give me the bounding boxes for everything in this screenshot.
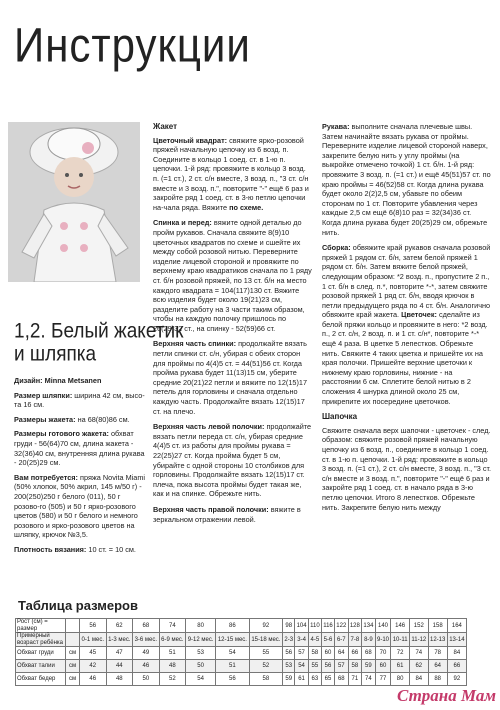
table-cell: 64	[335, 647, 349, 660]
table-cell: 68	[362, 647, 376, 660]
table-cell: 48	[159, 660, 186, 673]
table-cell: 92	[447, 673, 466, 686]
table-cell: 68	[335, 673, 349, 686]
row-unit: см	[66, 647, 80, 660]
table-cell: 64	[428, 660, 447, 673]
table-cell: 54	[295, 660, 309, 673]
table-cell: 13-14	[447, 633, 466, 647]
table-cell: 98	[283, 619, 295, 633]
row-label: Примерный возраст ребёнка	[16, 633, 66, 647]
table-cell: 6-7	[335, 633, 349, 647]
upper-back-text: продолжайте вязать петли спинки ст. с/н, убирая с обеих сторон для проймы по 4(4)5 ст. = 44(51)56 ст. Когда пройма рукава будет 11(13)15 см, уберите средние 20(21)22 петли и вяжите по 12(15)17 петель для горловины и сначала отдельно каждую часть. Продолжайте вязать 12(15)17 ст. на плечо.	[153, 339, 307, 416]
small-flower-label: Цветочек:	[401, 310, 437, 320]
row-label: Обхват груди	[16, 647, 66, 660]
page-title: Инструкции	[14, 18, 251, 73]
baby-photo	[8, 122, 140, 282]
table-cell: 8-9	[362, 633, 376, 647]
jacket-size-info	[14, 415, 148, 425]
left-front-label: Верхняя часть левой полочки:	[153, 422, 265, 432]
hat-size-label: Размер шляпки:	[14, 390, 73, 400]
table-cell: 158	[428, 619, 447, 633]
table-cell: 77	[375, 673, 391, 686]
materials-info	[14, 473, 148, 540]
table-cell: 72	[391, 647, 410, 660]
density-info	[14, 545, 148, 555]
assembly-label: Сборка:	[322, 243, 351, 253]
table-cell: 110	[308, 619, 321, 633]
table-cell: 128	[348, 619, 362, 633]
row-label: Рост (см) = размер	[16, 619, 66, 633]
table-cell: 50	[133, 673, 160, 686]
table-cell: 80	[186, 619, 216, 633]
table-cell: 51	[216, 660, 250, 673]
row-unit: см	[66, 660, 80, 673]
back-front-text: вяжите одной деталью до пройм рукавов. Сначала свяжите 8(9)10 цветочных квадратов по схеме и сшейте их между собой розовой нитью. Переверните изделие лицевой стороной и провяжите по верхнему краю квадратиков сначала по 1 ряду ст. б/н розовой пряжей, по 13 ст. б/н на место каждого квадрата = 104(117)130 ст. Вяжите всю изделия будет около 19(21)23 см, разделите работу на 3 части таким образом, чтобы на каждую полочку пришлось по 26(29)32 ст., на спинку - 52(59)66 ст.	[153, 218, 312, 333]
flower-square-scheme: по схеме.	[229, 202, 264, 212]
table-cell: 84	[447, 647, 466, 660]
density-value: 10 ст. = 10 см.	[88, 544, 136, 554]
left-front-text: продолжайте вязать петли переда ст. с/н, убирая средние 4(4)5 ст. из работы для проймы рукава = 22(25)27 ст. Когда пройма будет 5 см, убирайте с одной стороны 10 столбиков для горловины. Продолжайте вязать 12(15)17 ст. плеча, пока высота проймы будет такая же, как и на спинке. Обрежьте нить.	[153, 422, 312, 499]
table-cell: 52	[159, 673, 186, 686]
table-cell: 56	[216, 673, 250, 686]
table-cell: 70	[375, 647, 391, 660]
table-row	[16, 647, 467, 660]
table-cell: 1-3 мес.	[106, 633, 133, 647]
size-table	[15, 618, 467, 686]
right-front-text: вяжите в зеркальном отражении левой.	[153, 504, 301, 524]
flower-square-label: Цветочный квадрат:	[153, 135, 228, 145]
table-cell: 12-13	[428, 633, 447, 647]
table-cell: 10-11	[391, 633, 410, 647]
table-cell: 62	[409, 660, 428, 673]
upper-back-label: Верхняя часть спинки:	[153, 339, 237, 349]
table-cell: 57	[335, 660, 349, 673]
table-cell: 11-12	[409, 633, 428, 647]
site-logo: Страна Мам	[396, 686, 496, 705]
table-cell: 53	[283, 660, 295, 673]
jacket-size-value: на 68(80)86 см.	[77, 414, 130, 424]
design-info	[14, 376, 148, 386]
table-cell: 9-10	[375, 633, 391, 647]
table-cell: 42	[80, 660, 107, 673]
table-cell: 164	[447, 619, 466, 633]
table-cell: 50	[186, 660, 216, 673]
assembly-paragraph	[322, 243, 492, 406]
design-value: Minna Metsanen	[44, 376, 102, 385]
row-unit	[66, 633, 80, 647]
materials-column	[14, 376, 148, 560]
table-cell: 6-9 мес.	[159, 633, 186, 647]
table-cell: 57	[295, 647, 309, 660]
table-cell: 80	[391, 673, 410, 686]
jacket-instructions-column	[153, 122, 313, 530]
table-cell: 53	[186, 647, 216, 660]
table-cell: 58	[308, 647, 321, 660]
table-cell: 58	[348, 660, 362, 673]
back-front-paragraph	[153, 218, 313, 333]
materials-label: Вам потребуется:	[14, 472, 78, 482]
table-cell: 104	[295, 619, 309, 633]
right-front-label: Верхняя часть правой полочки:	[153, 504, 269, 514]
table-cell: 146	[391, 619, 410, 633]
row-label: Обхват бедер	[16, 673, 66, 686]
table-cell: 4-5	[308, 633, 321, 647]
table-cell: 60	[375, 660, 391, 673]
flower-square-paragraph	[153, 136, 313, 213]
table-cell: 56	[80, 619, 107, 633]
ready-size-value: обхват груди - 56(64)70 см, длина жакета - 32(36)40 см, внутренняя длина рукава - 20(25)29 см.	[14, 429, 145, 468]
table-cell: 3-6 мес.	[133, 633, 160, 647]
hat-text: Свяжите сначала верх шапочки - цветочек - след. образом: свяжите розовой пряжей начальную цепочку из 6 возд. п., соедините в кольцо 1 соед. ст. в 1-ю п. цепочки. 1-й ряд: провяжите в кольцо 3 возд. п. (=1 ст.), 2 ст. с/н вместе, 3 возд. п., "3 ст. с/н вместе и 3 возд. п.", повторите "-" ещё 6 раз и закройте ряд 1 соед. ст. в начало ряда в 3-ю петлю цепочки. Итого 8 лепестков. Обрежьте нить. Закрепите белую нить между	[322, 425, 492, 512]
table-cell: 84	[409, 673, 428, 686]
table-cell: 66	[348, 647, 362, 660]
back-front-label: Спинка и перед:	[153, 218, 212, 228]
assembly-instructions-column	[322, 122, 492, 518]
table-cell: 71	[348, 673, 362, 686]
table-cell: 74	[159, 619, 186, 633]
table-cell: 62	[106, 619, 133, 633]
table-cell: 51	[159, 647, 186, 660]
table-cell: 60	[321, 647, 334, 660]
table-cell: 61	[295, 673, 309, 686]
table-cell: 68	[133, 619, 160, 633]
table-cell: 63	[308, 673, 321, 686]
table-cell: 0-1 мес.	[80, 633, 107, 647]
table-cell: 152	[409, 619, 428, 633]
ready-size-info	[14, 429, 148, 467]
upper-back-paragraph	[153, 339, 313, 416]
table-cell: 78	[428, 647, 447, 660]
right-front-paragraph	[153, 505, 313, 524]
table-cell: 116	[321, 619, 334, 633]
table-cell: 74	[362, 673, 376, 686]
table-cell: 59	[362, 660, 376, 673]
table-cell: 140	[375, 619, 391, 633]
table-cell: 55	[249, 647, 283, 660]
table-row	[16, 660, 467, 673]
hat-paragraph	[322, 426, 492, 512]
hat-size-info	[14, 391, 148, 410]
table-cell: 65	[321, 673, 334, 686]
table-cell: 134	[362, 619, 376, 633]
table-cell: 122	[335, 619, 349, 633]
table-cell: 59	[283, 673, 295, 686]
table-cell: 9-12 мес.	[186, 633, 216, 647]
table-cell: 92	[249, 619, 283, 633]
table-cell: 56	[321, 660, 334, 673]
table-cell: 58	[249, 673, 283, 686]
table-row	[16, 673, 467, 686]
size-table-title: Таблица размеров	[18, 598, 138, 613]
row-unit: см	[66, 673, 80, 686]
assembly-text: обвяжите край рукавов сначала розовой пряжей 1 рядом ст. б/н, затем белой пряжей 1 рядом ст. б/н. Затем вяжите белой пряжей, следующим образом: *2 возд. п., пропустите 2 п., 1 ст. б/н в след. п.*, повторите *-*, затем свяжите розовой пряжей 1 ряд ст. б/н, вводя крючок в петли предыдущего ряда по 4 ст. б/н. Аналогично обвяжите край жакета.	[322, 243, 491, 320]
table-cell: 44	[106, 660, 133, 673]
table-cell: 7-8	[348, 633, 362, 647]
baby-illustration	[8, 122, 140, 282]
jacket-section-heading: Жакет	[153, 122, 178, 131]
table-cell: 2-3	[283, 633, 295, 647]
hat-size-value: ширина 42 см, высо-та 16 см.	[14, 390, 145, 410]
table-cell: 54	[186, 673, 216, 686]
table-cell: 46	[80, 673, 107, 686]
left-front-paragraph	[153, 422, 313, 499]
subtitle-line-2: и шляпка	[14, 343, 97, 367]
table-cell: 61	[391, 660, 410, 673]
table-cell: 48	[106, 673, 133, 686]
table-cell: 55	[308, 660, 321, 673]
table-cell: 47	[106, 647, 133, 660]
table-cell: 46	[133, 660, 160, 673]
flower-square-text: свяжите ярко-розовой пряжей начальную цепочку из 6 возд. п. Соедините в кольцо 1 соед. ст. в 1-ю п. цепочки. 1-й ряд: провяжите в кольцо 3 возд. п. (=1 ст.), 2 ст. с/н вместе, 3 возд. п., "3 ст. с/н вместе и 3 возд. п.", повторите "-" ещё 6 раз и закройте ряд 1 соед. ст. в 3-ю петлю цепочки на-чала ряда. Вяжите	[153, 135, 309, 212]
ready-size-label: Размеры готового жакета:	[14, 429, 109, 439]
table-cell: 74	[409, 647, 428, 660]
jacket-size-label: Размеры жакета:	[14, 414, 76, 424]
sleeves-label: Рукава:	[322, 122, 350, 131]
density-label: Плотность вязания:	[14, 544, 87, 554]
table-cell: 88	[428, 673, 447, 686]
design-label: Дизайн:	[14, 376, 43, 385]
table-cell: 3-4	[295, 633, 309, 647]
materials-value: пряжа Novita Miami (50% хлопок, 50% акрил, 145 м/50 г) - 200(250)250 г белого (011), 50 г розово-го (505) и 50 г ярко-розового цветов (580) и 50 г белого и немного розового и ярко-розового цветов на шляпку, крючок №3,5.	[14, 472, 146, 540]
subtitle-line-1: 1,2. Белый жакетик	[14, 320, 184, 344]
table-cell: 5-6	[321, 633, 334, 647]
row-label: Обхват талии	[16, 660, 66, 673]
table-row	[16, 633, 467, 647]
table-cell: 49	[133, 647, 160, 660]
table-cell: 54	[216, 647, 250, 660]
sleeves-paragraph	[322, 122, 492, 237]
row-unit	[66, 619, 80, 633]
hat-section-heading: Шапочка	[322, 412, 358, 422]
table-row	[16, 619, 467, 633]
table-cell: 52	[249, 660, 283, 673]
table-cell: 45	[80, 647, 107, 660]
table-cell: 86	[216, 619, 250, 633]
table-cell: 15-18 мес.	[249, 633, 283, 647]
sleeves-text: выполните сначала плечевые швы. Затем начинайте вязать рукава от проймы. Переверните изделие лицевой стороной наверх, закрепите белую нить у углу проймы (на выкройке отмечено точкой) 1 ст. б/н. 1-й ряд: провяжите 3 возд. п. (=1 ст.) и ещё 45(51)57 ст. по краю проймы = 46(52)58 ст. Когда длина рукава будет около 2(2)2,5 см, убавьте по обеим сторонам по 1 ст. Повторите убавления через каждые 2,5 см ещё 6(8)10 раз = 32(34)36 ст. Когда длина рукава будет 20(25)29 см, обрежьте нить.	[322, 122, 491, 237]
table-cell: 66	[447, 660, 466, 673]
table-cell: 12-15 мес.	[216, 633, 250, 647]
table-cell: 56	[283, 647, 295, 660]
small-flower-text: сделайте из белой пряжи кольцо и провяжите в него: *2 возд. п., 2 ст. с/н, 2 возд. п. и 1 ст. с/н*, повторите *-* ещё 4 раза. В цветке 5 лепестков. Обрежьте нить. Свяжите 4 таких цветка и пришейте их на края полочки. Пришейте верхние цветочки к нижнему краю горловины, нижние - на расстоянии 6 см. Сплетите белой нитью в 2 сложения 4 шнурка длиной около 25 см, прикрепите их посередине цветочков.	[322, 310, 488, 406]
